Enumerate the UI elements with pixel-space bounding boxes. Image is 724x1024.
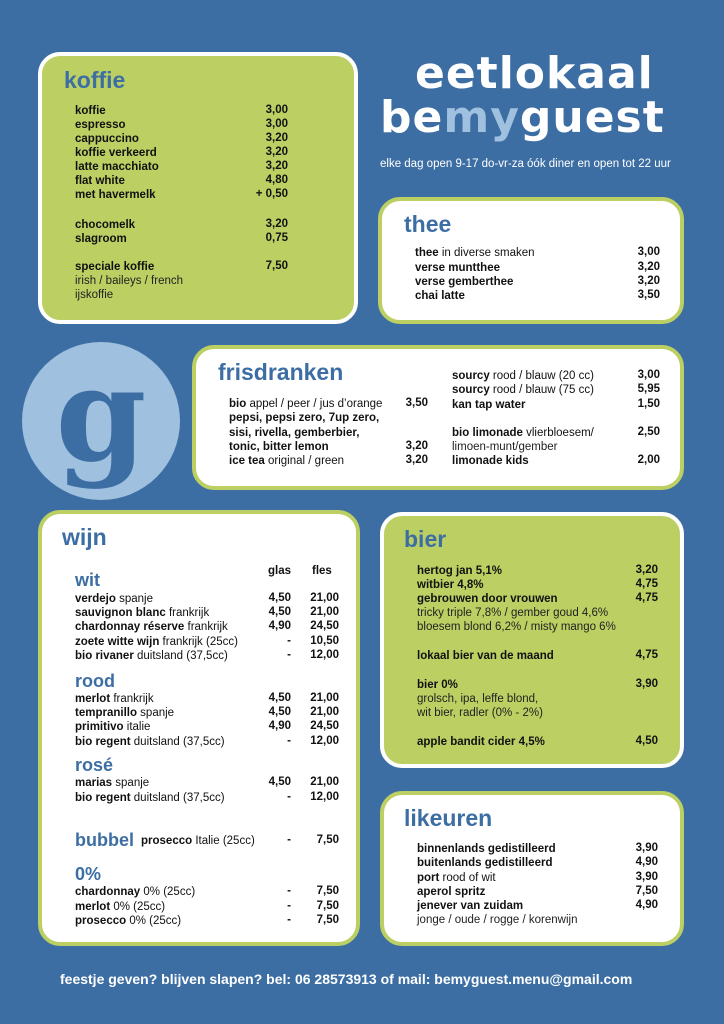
likeuren-item [417, 885, 485, 899]
bier-price: 4,75 [635, 578, 658, 590]
wijn-wit-item-label: sauvignon blanc [75, 607, 166, 619]
wijn-zero-item [75, 914, 181, 928]
fris-item-detail: rood / blauw (20 cc) [489, 370, 594, 382]
wijn-rood-item-fles: 12,00 [310, 735, 339, 747]
wijn-rood-item-detail: spanje [136, 707, 175, 719]
fris-price: 3,50 [405, 397, 428, 409]
likeuren-item-label: binnenlands gedistilleerd [417, 843, 556, 855]
wijn-zero-item-fles: 7,50 [316, 900, 339, 912]
likeuren-item [417, 871, 496, 885]
thee-item [415, 289, 465, 303]
fris-price: 2,50 [637, 426, 660, 438]
likeuren-price: 3,90 [635, 871, 658, 883]
likeuren-item-label: jenever van zuidam [417, 900, 524, 912]
wijn-wit-item-detail: frankrijk [165, 607, 210, 619]
likeuren-title: likeuren [404, 805, 493, 831]
wijn-rose-item-label: bio regent [75, 792, 131, 804]
fris-item-label: pepsi, pepsi zero, 7up zero, [229, 412, 380, 424]
bier-item: lokaal bier van de maand [417, 650, 554, 662]
fris-item-label: sourcy [452, 384, 490, 396]
wijn-rood-item-glas: 4,50 [268, 706, 291, 718]
fris-price: 3,00 [637, 369, 660, 381]
wijn-section-rood: rood [75, 671, 115, 691]
bier-price: 4,50 [635, 735, 658, 747]
fris-item-label: bio limonade [452, 427, 523, 439]
logo-circle [22, 342, 180, 500]
fris-item [452, 398, 526, 412]
koffie-item: cappuccino [75, 133, 139, 145]
fris-price: 2,00 [637, 454, 660, 466]
wijn-rose-item [75, 791, 225, 805]
wijn-rood-item-label: merlot [75, 693, 111, 705]
fris-item [229, 397, 382, 411]
koffie-item: flat white [75, 175, 125, 187]
likeuren-sub: jonge / oude / rogge / korenwijn [417, 914, 578, 926]
wijn-wit-item [75, 649, 228, 663]
thee-price: 3,20 [637, 275, 660, 287]
wijn-rood-item-detail: duitsland (37,5cc) [130, 736, 225, 748]
likeuren-price: 3,90 [635, 842, 658, 854]
wijn-title: wijn [62, 524, 107, 550]
wijn-section-zero: 0% [75, 864, 102, 884]
fris-item [452, 369, 594, 383]
thee-item-label: verse gemberthee [415, 276, 514, 288]
koffie-special-sub: ijskoffie [75, 289, 114, 301]
wijn-rood-item-label: primitivo [75, 721, 124, 733]
koffie-price: + 0,50 [255, 188, 288, 200]
bier-item: hertog jan 5,1% [417, 565, 502, 577]
opening-hours: elke dag open 9-17 do-vr-za óók diner en open tot 22 uur [380, 158, 671, 170]
fris-item-label: tonic, bitter lemon [229, 441, 329, 453]
wijn-bubbel-item-label: prosecco [141, 835, 193, 847]
wijn-wit-item [75, 606, 209, 620]
fris-item-label: limonade kids [452, 455, 529, 467]
fris-item-sub: limoen-munt/gember [452, 441, 558, 453]
koffie-price: 3,20 [265, 218, 288, 230]
thee-price: 3,00 [637, 246, 660, 258]
fris-price: 5,95 [637, 383, 660, 395]
likeuren-item-label: aperol spritz [417, 886, 486, 898]
wijn-rose-item-detail: spanje [112, 777, 150, 789]
wijn-rood-item-detail: frankrijk [110, 693, 154, 705]
wijn-rood-item [75, 692, 154, 706]
fris-item-label: ice tea [229, 455, 265, 467]
koffie-card [38, 52, 358, 324]
fris-item-label: sourcy [452, 370, 490, 382]
fris-item-label: kan tap water [452, 399, 526, 411]
wijn-wit-item-detail: frankrijk [184, 621, 228, 633]
wijn-section-rose: rosé [75, 755, 114, 775]
wijn-rose-item-glas: 4,50 [268, 776, 291, 788]
fris-item [452, 454, 529, 468]
wijn-zero-item-label: merlot [75, 901, 111, 913]
fris-item [229, 454, 344, 468]
wijn-rood-item-glas: - [287, 735, 291, 747]
col-glas: glas [268, 565, 292, 577]
wijn-rood-item-detail: italie [123, 721, 151, 733]
fris-item-detail: vlierbloesem/ [522, 427, 594, 439]
koffie-item: latte macchiato [75, 161, 159, 173]
thee-title: thee [404, 211, 452, 237]
fris-item-detail: rood / blauw (75 cc) [489, 384, 594, 396]
frisdranken-title: frisdranken [218, 359, 344, 385]
wijn-wit-item [75, 592, 153, 606]
wijn-wit-item-fles: 21,00 [310, 592, 339, 604]
bier-price: 4,75 [635, 592, 658, 604]
thee-item-label: thee [415, 247, 439, 259]
wijn-rood-item-fles: 21,00 [310, 692, 339, 704]
wijn-rood-item-glas: 4,90 [268, 720, 291, 732]
thee-price: 3,50 [637, 289, 660, 301]
wijn-wit-item-fles: 10,50 [310, 635, 339, 647]
wijn-section-bubbel: bubbel [75, 830, 134, 850]
thee-item-label: chai latte [415, 290, 465, 302]
bier-sub: grolsch, ipa, leffe blond, [417, 693, 539, 705]
wijn-section-wit: wit [75, 570, 100, 590]
wijn-card [38, 510, 360, 946]
wijn-wit-item-glas: 4,50 [268, 606, 291, 618]
bier-price: 3,20 [635, 564, 658, 576]
bier-title: bier [404, 526, 447, 552]
likeuren-price: 4,90 [635, 899, 658, 911]
likeuren-item [417, 842, 556, 856]
thee-item [415, 246, 535, 260]
brand-title-line1: eetlokaal [415, 48, 654, 99]
fris-item-detail: appel / peer / jus d’orange [246, 398, 383, 410]
koffie-price: 4,80 [265, 174, 288, 186]
wijn-zero-item-detail: 0% (25cc) [140, 886, 196, 898]
fris-item-label: bio [229, 398, 247, 410]
wijn-bubbel-glas: - [287, 834, 291, 846]
wijn-rose-item [75, 776, 149, 790]
koffie-item: speciale koffie [75, 261, 155, 273]
bier-sub: bloesem blond 6,2% / misty mango 6% [417, 621, 616, 633]
fris-item [452, 426, 594, 440]
thee-item-label: verse muntthee [415, 262, 501, 274]
thee-card [378, 197, 684, 324]
brand-part-guest: guest [519, 92, 665, 143]
brand-part-be: be [380, 92, 444, 143]
fris-price: 3,20 [405, 454, 428, 466]
wijn-wit-item-glas: - [287, 635, 291, 647]
koffie-price: 3,20 [265, 132, 288, 144]
wijn-wit-item [75, 620, 228, 634]
fris-item [229, 426, 359, 440]
wijn-wit-item-label: verdejo [75, 593, 116, 605]
bier-sub: tricky triple 7,8% / gember goud 4,6% [417, 607, 609, 619]
wijn-wit-item-detail: frankrijk (25cc) [159, 636, 238, 648]
bier-price: 4,75 [635, 649, 658, 661]
wijn-rose-item-fles: 12,00 [310, 791, 339, 803]
wijn-rood-item-label: bio regent [75, 736, 131, 748]
koffie-price: 3,00 [265, 118, 288, 130]
koffie-item: chocomelk [75, 219, 136, 231]
koffie-price: 3,00 [265, 104, 288, 116]
likeuren-item-label: port [417, 872, 440, 884]
koffie-price: 7,50 [265, 260, 288, 272]
wijn-rood-item-fles: 24,50 [310, 720, 339, 732]
fris-price: 3,20 [405, 440, 428, 452]
wijn-zero-item-detail: 0% (25cc) [110, 901, 166, 913]
wijn-zero-item-fles: 7,50 [316, 914, 339, 926]
wijn-rose-item-glas: - [287, 791, 291, 803]
bier-item: bier 0% [417, 679, 458, 691]
wijn-wit-item-fles: 12,00 [310, 649, 339, 661]
wijn-wit-item-fles: 24,50 [310, 620, 339, 632]
likeuren-price: 7,50 [635, 885, 658, 897]
frisdranken-card [192, 345, 684, 490]
wijn-wit-item-glas: 4,50 [268, 592, 291, 604]
footer-contact: feestje geven? blijven slapen? bel: 06 28573913 of mail: bemyguest.menu@gmail.com [60, 971, 633, 987]
koffie-item: espresso [75, 119, 126, 131]
koffie-special-sub: irish / baileys / french [75, 275, 184, 287]
col-fles: fles [312, 565, 332, 577]
wijn-zero-item-glas: - [287, 914, 291, 926]
wijn-rose-item-detail: duitsland (37,5cc) [130, 792, 225, 804]
wijn-zero-item-glas: - [287, 900, 291, 912]
koffie-price: 3,20 [265, 146, 288, 158]
wijn-wit-item-detail: duitsland (37,5cc) [133, 650, 228, 662]
likeuren-card [380, 791, 684, 946]
bier-price: 3,90 [635, 678, 658, 690]
koffie-price: 3,20 [265, 160, 288, 172]
wijn-zero-item-label: prosecco [75, 915, 127, 927]
likeuren-price: 4,90 [635, 856, 658, 868]
bier-item: gebrouwen door vrouwen [417, 593, 558, 605]
wijn-bubbel-item-detail: Italie (25cc) [192, 835, 255, 847]
thee-item-detail: in diverse smaken [438, 247, 535, 259]
wijn-rood-item-label: tempranillo [75, 707, 137, 719]
koffie-price: 0,75 [265, 232, 288, 244]
likeuren-item-label: buitenlands gedistilleerd [417, 857, 553, 869]
wijn-bubbel-item [141, 834, 255, 848]
bier-card [380, 512, 684, 768]
wijn-wit-item-glas: - [287, 649, 291, 661]
wijn-wit-item-label: bio rivaner [75, 650, 134, 662]
wijn-rood-item [75, 735, 225, 749]
wijn-zero-item [75, 885, 195, 899]
fris-item [452, 383, 594, 397]
koffie-item: koffie [75, 105, 106, 117]
logo-g-icon [22, 342, 180, 500]
wijn-rood-item [75, 706, 174, 720]
fris-item [229, 440, 329, 454]
wijn-rood-item-fles: 21,00 [310, 706, 339, 718]
fris-item-label: sisi, rivella, gemberbier, [229, 427, 360, 439]
wijn-wit-item-label: zoete witte wijn [75, 636, 160, 648]
wijn-zero-item-glas: - [287, 885, 291, 897]
bier-item: apple bandit cider 4,5% [417, 736, 545, 748]
brand-part-my: my [443, 92, 520, 143]
koffie-item: slagroom [75, 233, 127, 245]
likeuren-item-detail: rood of wit [439, 872, 496, 884]
wijn-zero-item-fles: 7,50 [316, 885, 339, 897]
fris-item [229, 411, 379, 425]
wijn-zero-item-detail: 0% (25cc) [126, 915, 182, 927]
koffie-title: koffie [64, 67, 126, 93]
wijn-bubbel-fles: 7,50 [316, 834, 339, 846]
bier-item: witbier 4,8% [417, 579, 484, 591]
wijn-rose-item-fles: 21,00 [310, 776, 339, 788]
thee-price: 3,20 [637, 261, 660, 273]
wijn-zero-item [75, 900, 165, 914]
logo-letter: g [55, 342, 147, 491]
fris-item-detail: original / green [264, 455, 345, 467]
wijn-rood-item [75, 720, 150, 734]
wijn-zero-item-label: chardonnay [75, 886, 141, 898]
likeuren-item [417, 899, 523, 913]
wijn-wit-item [75, 635, 238, 649]
wijn-wit-item-label: chardonnay réserve [75, 621, 185, 633]
thee-item [415, 261, 500, 275]
likeuren-item [417, 856, 552, 870]
brand-title-line2 [380, 92, 665, 143]
wijn-wit-item-fles: 21,00 [310, 606, 339, 618]
wijn-wit-item-glas: 4,90 [268, 620, 291, 632]
koffie-item: met havermelk [75, 189, 156, 201]
koffie-item: koffie verkeerd [75, 147, 157, 159]
thee-item [415, 275, 513, 289]
wijn-rood-item-glas: 4,50 [268, 692, 291, 704]
wijn-rose-item-label: marias [75, 777, 113, 789]
wijn-wit-item-detail: spanje [115, 593, 154, 605]
fris-price: 1,50 [637, 398, 660, 410]
bier-sub: wit bier, radler (0% - 2%) [417, 707, 543, 719]
